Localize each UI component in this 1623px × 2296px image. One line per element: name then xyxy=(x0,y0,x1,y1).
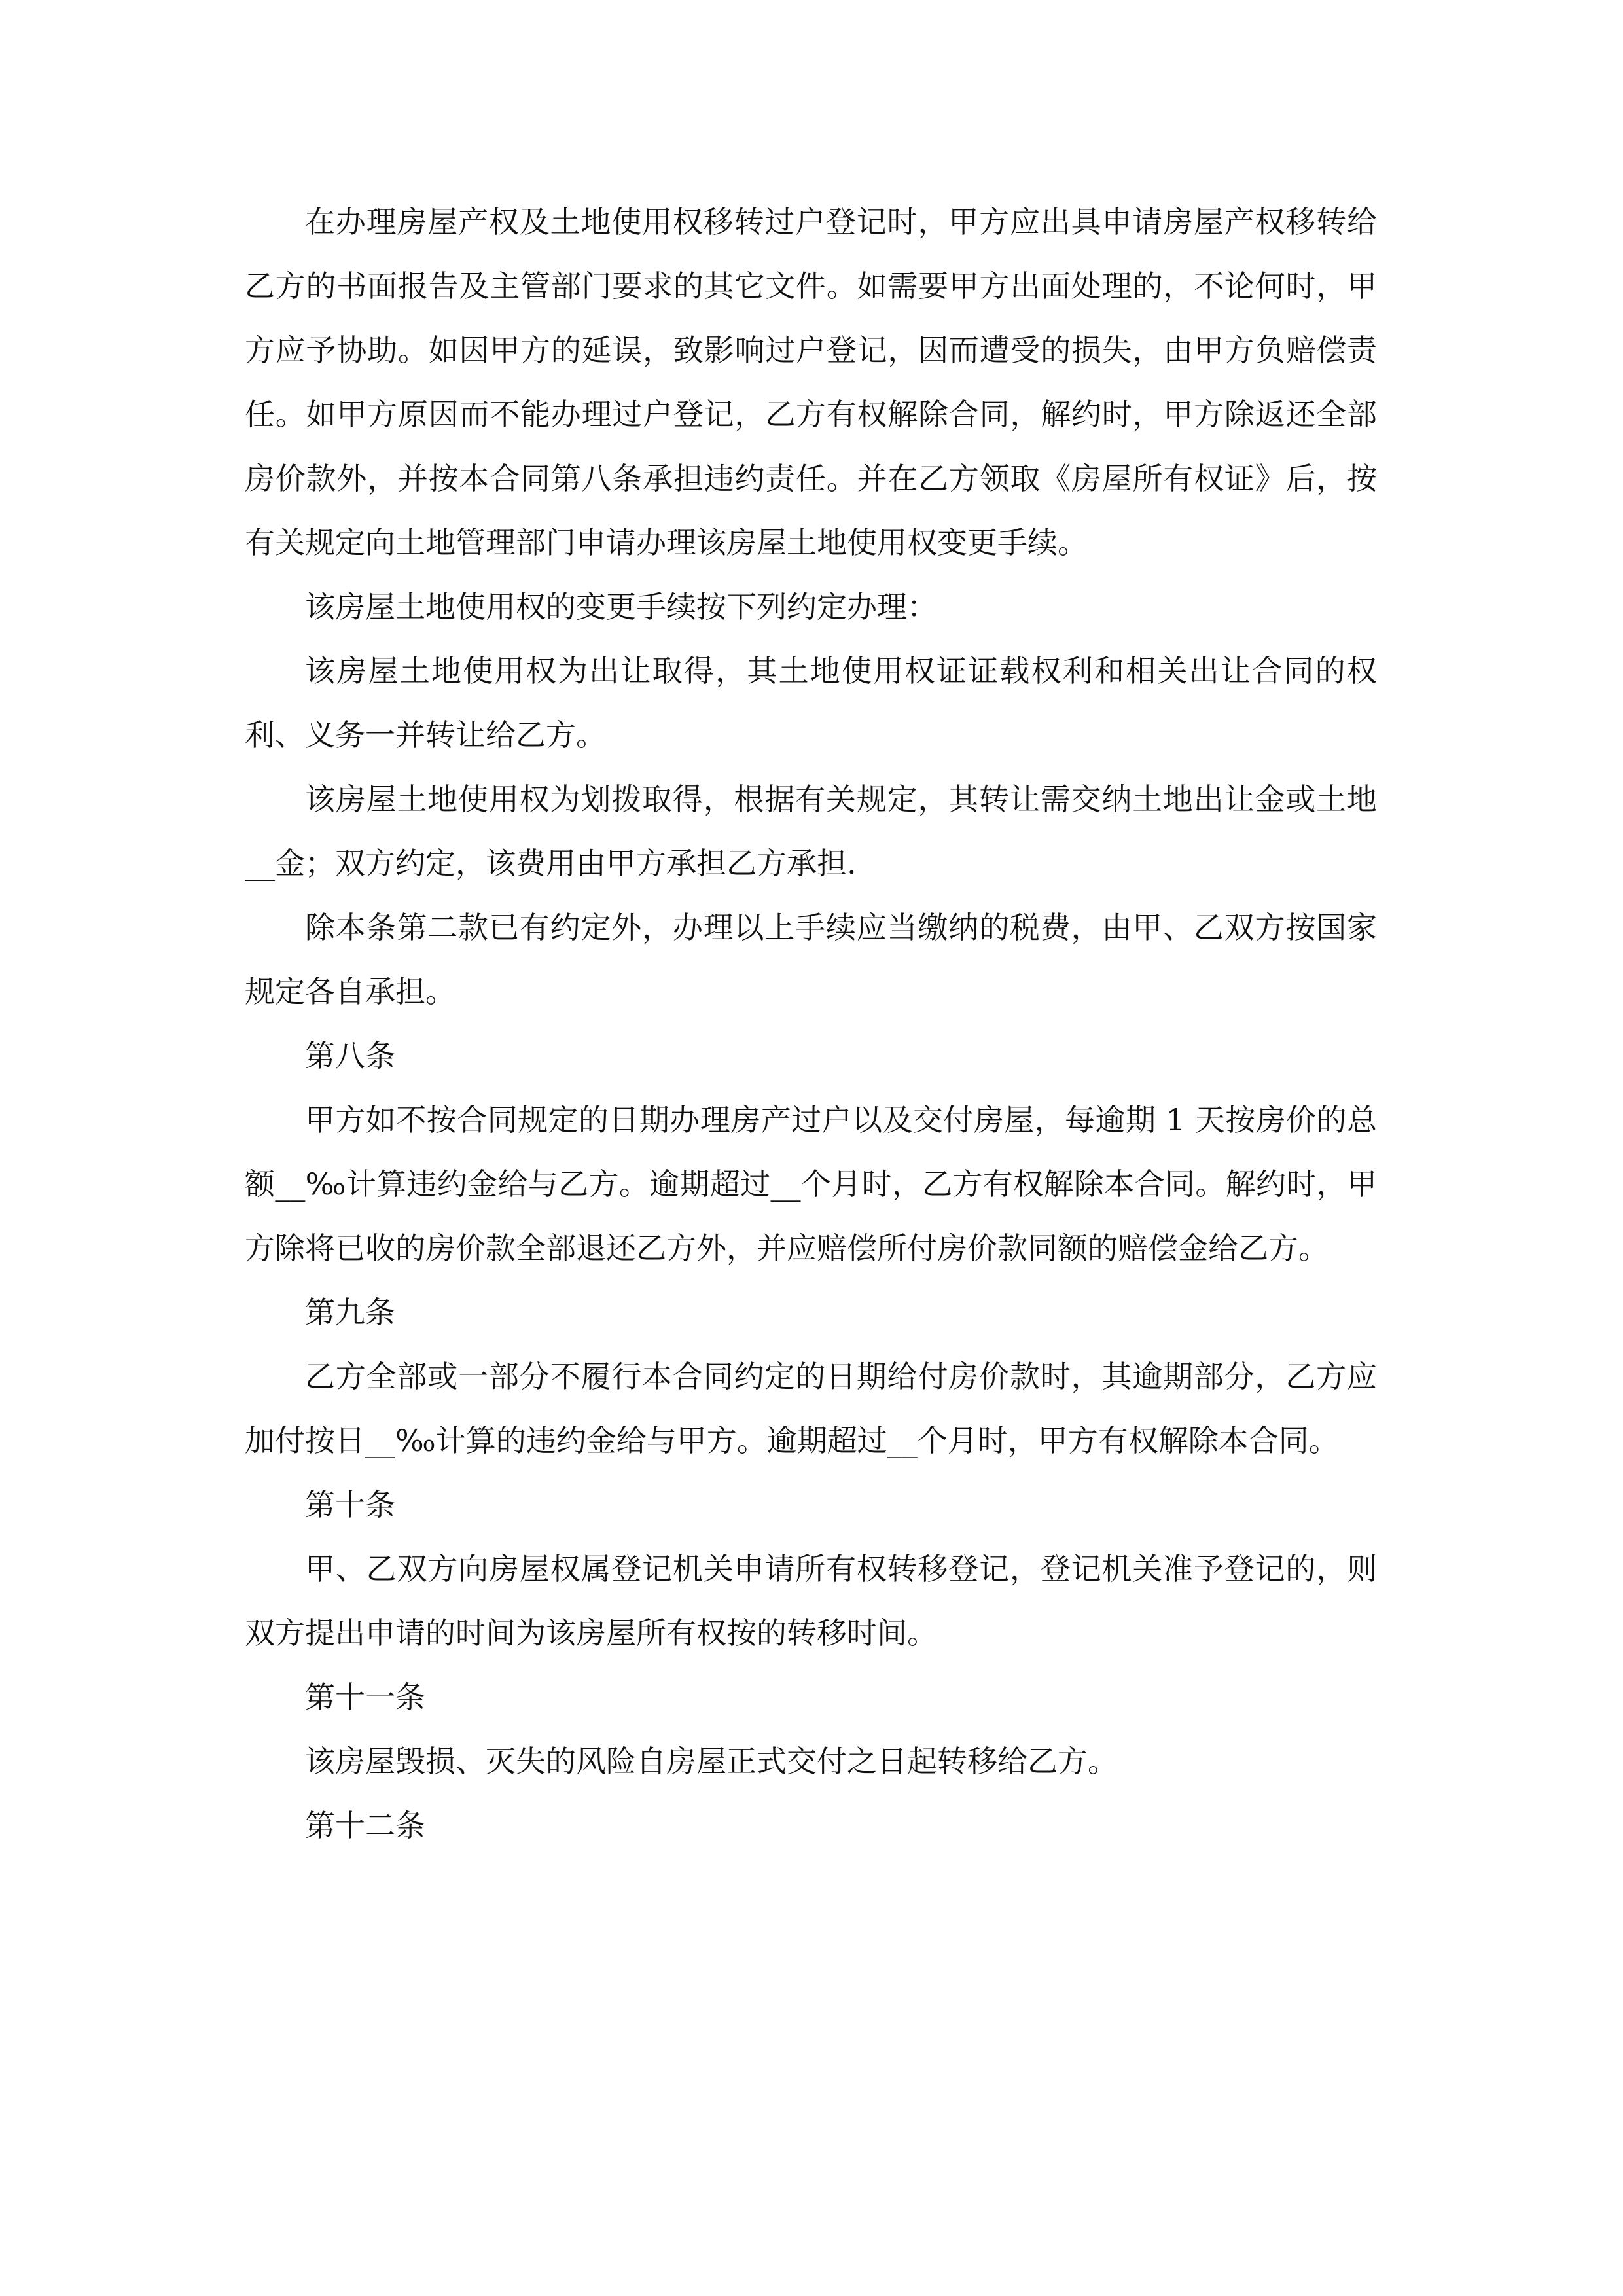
paragraph-taxes: 除本条第二款已有约定外，办理以上手续应当缴纳的税费，由甲、乙双方按国家规定各自承担。 xyxy=(245,910,1377,1009)
paragraph-transfer-registration: 在办理房屋产权及土地使用权移转过户登记时，甲方应出具申请房屋产权移转给乙方的书面报告及主管部门要求的其它文件。如需要甲方出面处理的，不论何时，甲方应予协助。如因甲方的延误，致影响过户登记，因而遭受的损失，由甲方负赔偿责任。如甲方原因而不能办理过户登记，乙方有权解除合同，解约时，甲方除返还全部房价款外，并按本合同第八条承担违约责任。并在乙方领取《房屋所有权证》后，按有关规定向土地管理部门申请办理该房屋土地使用权变更手续。 xyxy=(245,204,1377,560)
paragraph-land-transferred: 该房屋土地使用权为出让取得，其土地使用权证证载权利和相关出让合同的权利、义务一并转让给乙方。 xyxy=(245,653,1377,753)
document-body xyxy=(245,190,1377,1857)
article-9-body: 乙方全部或一部分不履行本合同约定的日期给付房价款时，其逾期部分，乙方应加付按日__‰计算的违约金给与甲方。逾期超过__个月时，甲方有权解除本合同。 xyxy=(245,1359,1377,1458)
article-10-body: 甲、乙双方向房屋权属登记机关申请所有权转移登记，登记机关准予登记的，则双方提出申请的时间为该房屋所有权按的转移时间。 xyxy=(245,1551,1377,1651)
article-11-body: 该房屋毁损、灭失的风险自房屋正式交付之日起转移给乙方。 xyxy=(305,1744,1118,1779)
paragraph-land-use-change: 该房屋土地使用权的变更手续按下列约定办理： xyxy=(305,589,937,624)
paragraph-land-allocated: 该房屋土地使用权为划拨取得，根据有关规定，其转让需交纳土地出让金或土地__金；双方约定，该费用由甲方承担乙方承担. xyxy=(245,781,1377,881)
article-8-body: 甲方如不按合同规定的日期办理房产过户以及交付房屋，每逾期 1 天按房价的总额__‰计算违约金给与乙方。逾期超过__个月时，乙方有权解除本合同。解约时，甲方除将已收的房价款全部退还乙方外，并应赔偿所付房价款同额的赔偿金给乙方。 xyxy=(245,1102,1377,1266)
article-9-heading: 第九条 xyxy=(305,1295,395,1330)
article-12-heading: 第十二条 xyxy=(305,1808,425,1843)
article-10-heading: 第十条 xyxy=(305,1487,395,1522)
article-8-heading: 第八条 xyxy=(305,1038,395,1073)
article-11-heading: 第十一条 xyxy=(305,1679,425,1715)
